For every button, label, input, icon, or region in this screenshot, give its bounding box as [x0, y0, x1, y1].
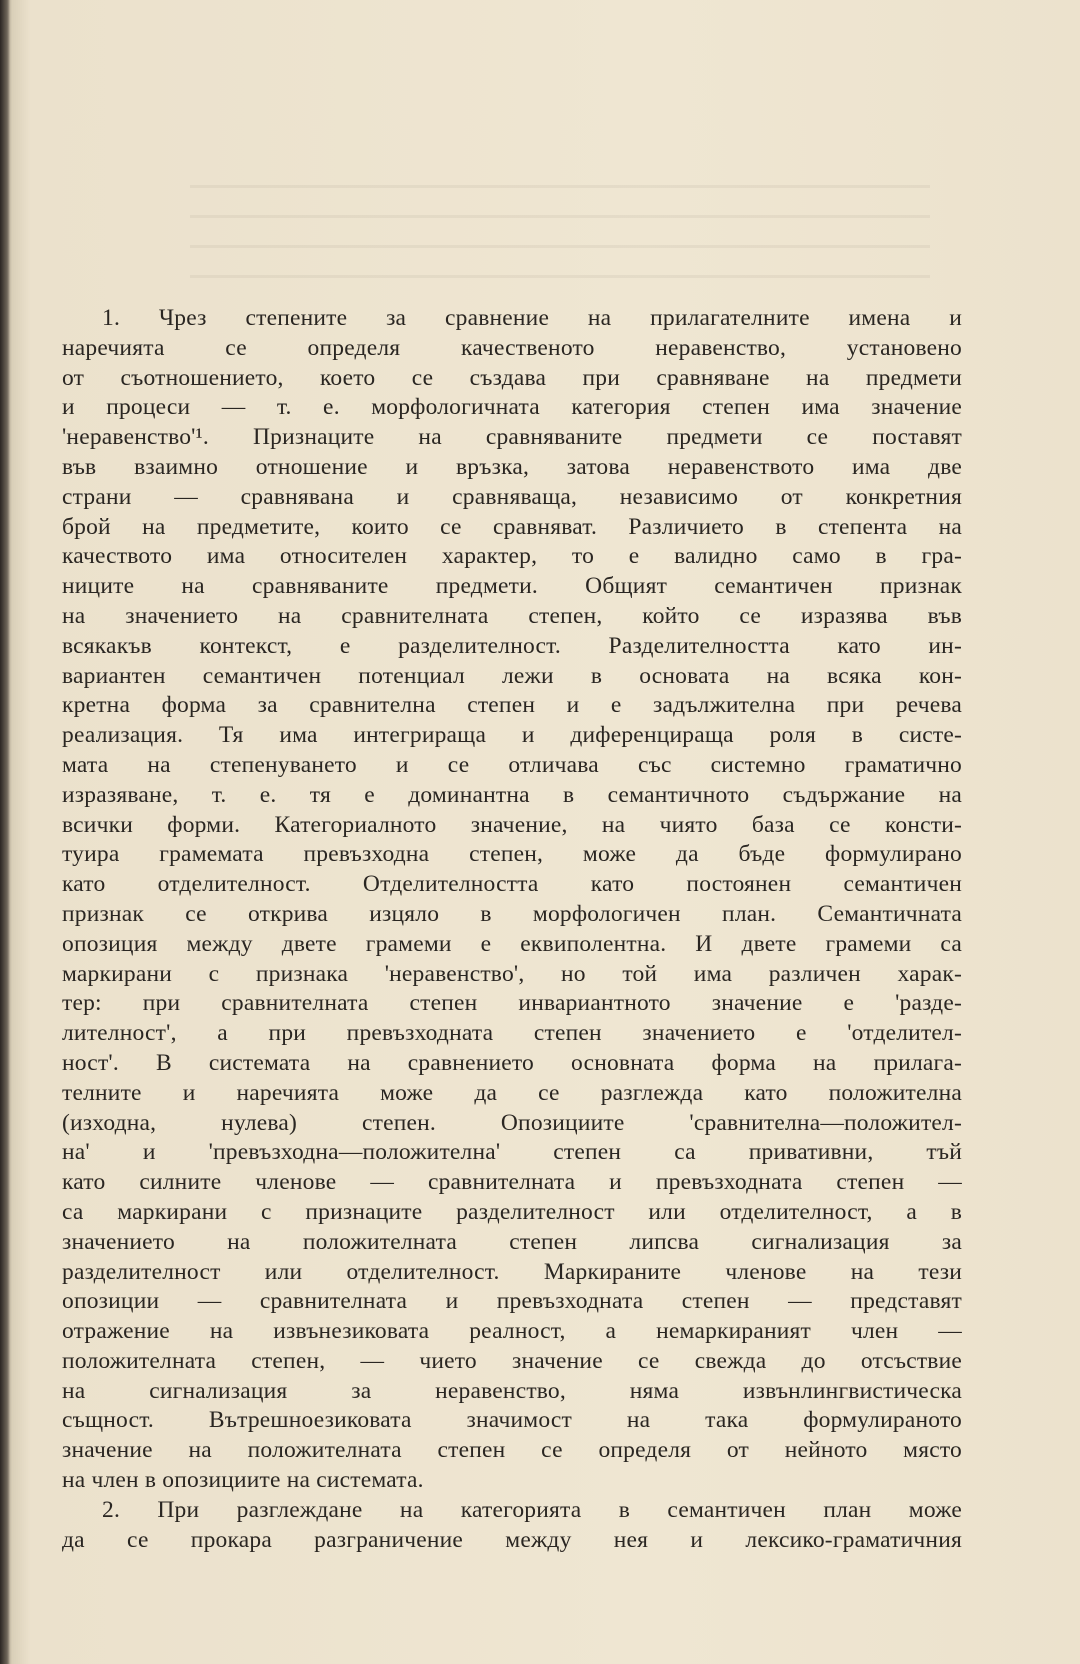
text-line: лителност', а при превъзходната степен значението е 'отделител-	[62, 1020, 962, 1047]
text-line: кретна форма за сравнителна степен и е задължителна при речева	[62, 692, 962, 719]
text-line: всички форми. Категориалното значение, на чиято база се консти-	[62, 811, 962, 838]
text-line: телните и наречията може да се разглежда като положителна	[62, 1079, 962, 1106]
text-line: на член в опозициите на системата.	[62, 1467, 424, 1494]
text-line: 'неравенство'¹. Признаците на сравняваните предмети се поставят	[62, 424, 962, 451]
text-line: като отделителност. Отделителността като постоянен семантичен	[62, 871, 962, 898]
text-line: като силните членове — сравнителната и превъзходната степен —	[62, 1169, 962, 1196]
text-line: вариантен семантичен потенциал лежи в основата на всяка кон-	[62, 662, 962, 689]
binding-shadow	[0, 0, 10, 1664]
text-line: всякакъв контекст, е разделителност. Разделителността като ин-	[62, 632, 962, 659]
text-line: от съотношението, което се създава при сравняване на предмети	[62, 364, 962, 391]
text-line: на значението на сравнителната степен, който се изразява във	[62, 602, 962, 629]
text-line: изразяване, т. е. тя е доминантна в семантичното съдържание на	[62, 781, 962, 808]
text-line: същност. Вътрешноезиковата значимост на така формулираното	[62, 1407, 962, 1434]
text-line: ност'. В системата на сравнението основната форма на прилага-	[62, 1049, 962, 1076]
text-line: на сигнализация за неравенство, няма извънлингвистическа	[62, 1377, 962, 1404]
text-line: наречията се определя качественото неравенство, установено	[62, 334, 962, 361]
text-line: опозиции — сравнителната и превъзходната степен — представят	[62, 1288, 962, 1315]
text-line: 1. Чрез степените за сравнение на прилагателните имена и	[102, 305, 962, 331]
text-line: да се прокара разграничение между нея и лексико-граматичния	[62, 1526, 962, 1553]
text-line: признак се открива изцяло в морфологичен план. Семантичната	[62, 900, 962, 927]
text-line: във взаимно отношение и връзка, затова неравенството има две	[62, 453, 962, 480]
text-line: реализация. Тя има интегрираща и диференцираща роля в систе-	[62, 722, 962, 749]
bleed-through-texture	[190, 185, 930, 305]
text-line: (изходна, нулева) степен. Опозициите 'сравнителна—положител-	[62, 1109, 962, 1136]
text-line: разделителност или отделителност. Маркираните членове на тези	[62, 1258, 962, 1285]
text-line: положителната степен, — чието значение се свежда до отсъствие	[62, 1347, 962, 1374]
text-line: тер: при сравнителната степен инвариантното значение е 'разде-	[62, 990, 962, 1017]
text-line: отражение на извънезиковата реалност, а немаркираният член —	[62, 1318, 962, 1345]
text-line: страни — сравнявана и сравняваща, независимо от конкретния	[62, 483, 962, 510]
text-line: качеството има относителен характер, то е валидно само в гра-	[62, 543, 962, 570]
text-line: и процеси — т. е. морфологичната категория степен има значение	[62, 394, 962, 421]
text-line: маркирани с признака 'неравенство', но той има различен харак-	[62, 960, 962, 987]
text-line: ниците на сравняваните предмети. Общият семантичен признак	[62, 573, 962, 600]
text-line: значение на положителната степен се определя от нейното място	[62, 1437, 962, 1464]
text-line: туира грамемата превъзходна степен, може да бъде формулирано	[62, 841, 962, 868]
text-line: на' и 'превъзходна—положителна' степен са привативни, тъй	[62, 1139, 962, 1166]
text-line: значението на положителната степен липсва сигнализация за	[62, 1228, 962, 1255]
text-line: мата на степенуването и се отличава със системно граматично	[62, 751, 962, 778]
text-line: брой на предметите, които се сравняват. Различието в степента на	[62, 513, 962, 540]
text-line: опозиция между двете грамеми е еквиполентна. И двете грамеми са	[62, 930, 962, 957]
text-line: са маркирани с признаците разделителност или отделителност, а в	[62, 1198, 962, 1225]
text-line: 2. При разглеждане на категорията в семантичен план може	[102, 1496, 962, 1523]
body-text	[62, 304, 962, 1555]
